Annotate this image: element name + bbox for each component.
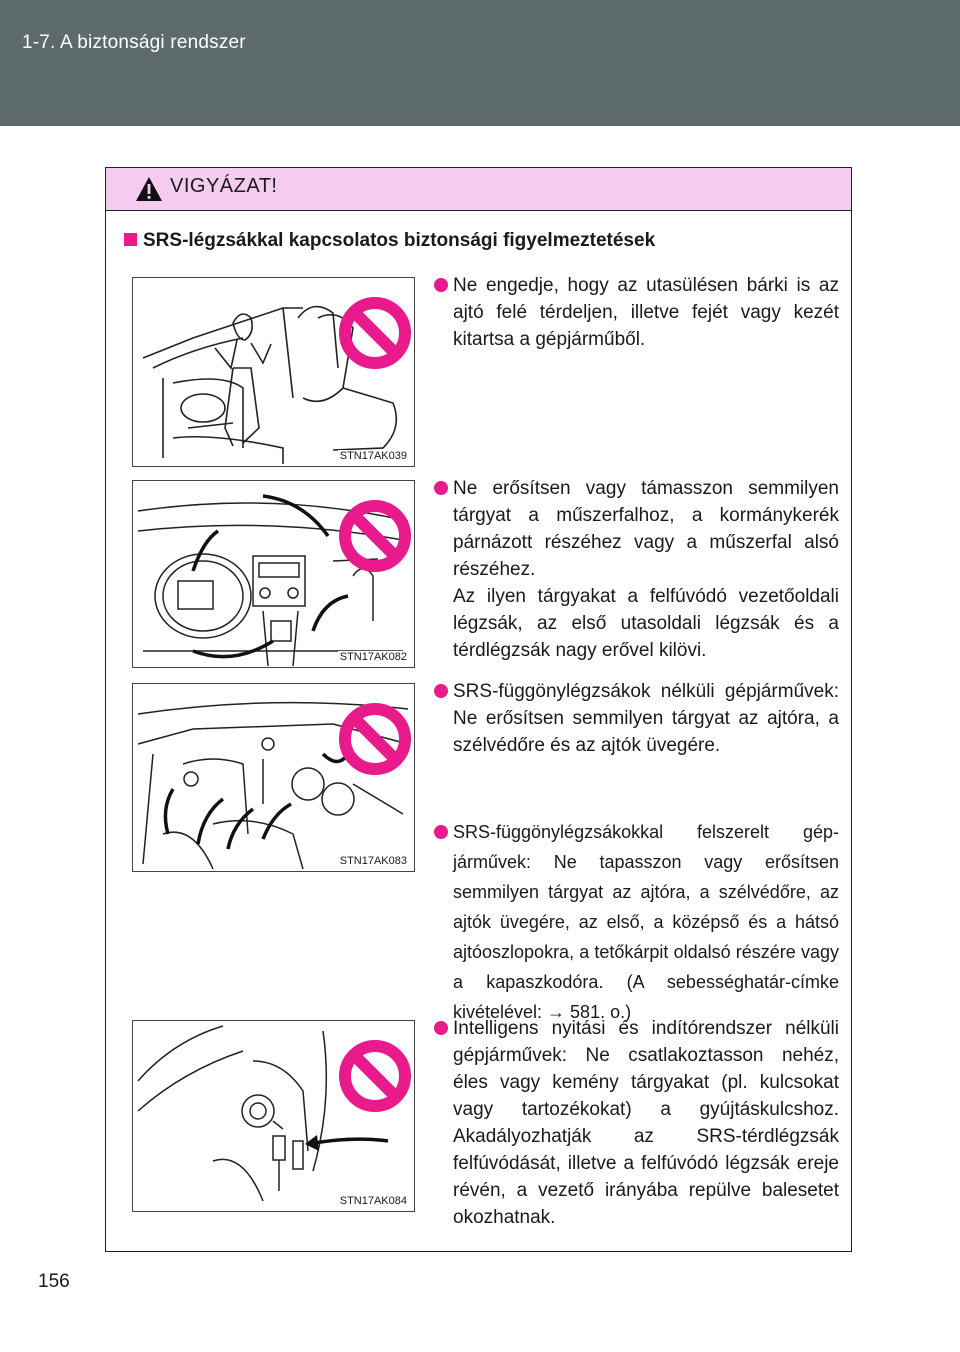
illustration-ignition-key [132, 1020, 415, 1212]
bullet-item-no-curtain [434, 678, 839, 759]
bullet-dot-icon [434, 684, 448, 698]
bullet-text: SRS-függönylégzsákokkal felszerelt gépjárművek: Ne tapasszon vagy erősítsen semmilyen tárgyat az ajtóra, a szélvédőre, az ajtók üvegére, az első, a középső és a hátsó ajtóoszlopokra, a tetőkárpit oldalsó részére vagy a kapaszkodóra. (A sebességhatár-címke kivételével: → 581. o.) [453, 822, 839, 1022]
prohibition-icon [345, 303, 405, 363]
warning-box [105, 167, 852, 1252]
dashboard-drawing [133, 481, 414, 667]
bullet-text: Ne erősítsen vagy támasszon semmilyen tárgyat a műszerfalhoz, a kormánykerék párnázott részéhez vagy a műszerfal alsó részéhez. [453, 478, 839, 580]
bullet-item-dashboard [434, 475, 839, 664]
bullet-dot-icon [434, 825, 448, 839]
passenger-seat-drawing [133, 278, 414, 466]
bullet-text: SRS-függönylégzsákok nélküli gépjárművek: Ne erősítsen semmilyen tárgyat az ajtóra, a szélvédőre és az ajtók üvegére. [453, 681, 839, 756]
prohibition-icon [345, 709, 405, 769]
illustration-interior [132, 683, 415, 872]
warning-title: VIGYÁZAT! [170, 175, 278, 197]
bullet-text: Ne engedje, hogy az utasülésen bárki is az ajtó felé térdeljen, illetve fejét vagy kezét kitartsa a gépjárműből. [453, 275, 839, 350]
interior-drawing [133, 684, 414, 871]
bullet-dot-icon [434, 1021, 448, 1035]
section-heading-text: SRS-légzsákkal kapcsolatos biztonsági figyelmeztetések [143, 230, 656, 251]
bullet-item-kneeling [434, 272, 839, 353]
illustration-code: STN17AK082 [339, 651, 407, 663]
warning-triangle-icon [135, 176, 163, 202]
bullet-item-ignition-key [434, 1015, 839, 1231]
warning-header [106, 168, 851, 211]
bullet-dot-icon [434, 481, 448, 495]
square-bullet-icon [124, 233, 137, 246]
illustration-code: STN17AK084 [339, 1195, 407, 1207]
illustration-code: STN17AK039 [339, 450, 407, 462]
bullet-text-continuation: Az ilyen tárgyakat a felfúvódó vezetőoldali légzsák, az első utasoldali légzsák és a térdlégzsák nagy erővel kilövi. [453, 586, 839, 661]
illustration-dashboard [132, 480, 415, 668]
page-header [0, 0, 960, 126]
bullet-dot-icon [434, 278, 448, 292]
illustration-code: STN17AK083 [339, 855, 407, 867]
section-title: 1-7. A biztonsági rendszer [22, 32, 246, 53]
page-number: 156 [38, 1271, 70, 1292]
prohibition-icon [345, 1046, 405, 1106]
ignition-drawing [133, 1021, 414, 1211]
bullet-text: Intelligens nyitási és indítórendszer nélküli gépjárművek: Ne csatlakoztasson nehéz, éles vagy kemény tárgyakat (pl. kulcsokat vagy tartozékokat) a gyújtáskulcshoz. Akadályozhatják az SRS-térdlégzsák felfúvódását, illetve a felfúvódó légzsák ereje révén, a vezető irányába repülve balesetet okozhatnak. [453, 1018, 839, 1228]
bullet-item-with-curtain [434, 817, 839, 1027]
illustration-passenger-kneeling [132, 277, 415, 467]
section-heading [124, 230, 655, 252]
